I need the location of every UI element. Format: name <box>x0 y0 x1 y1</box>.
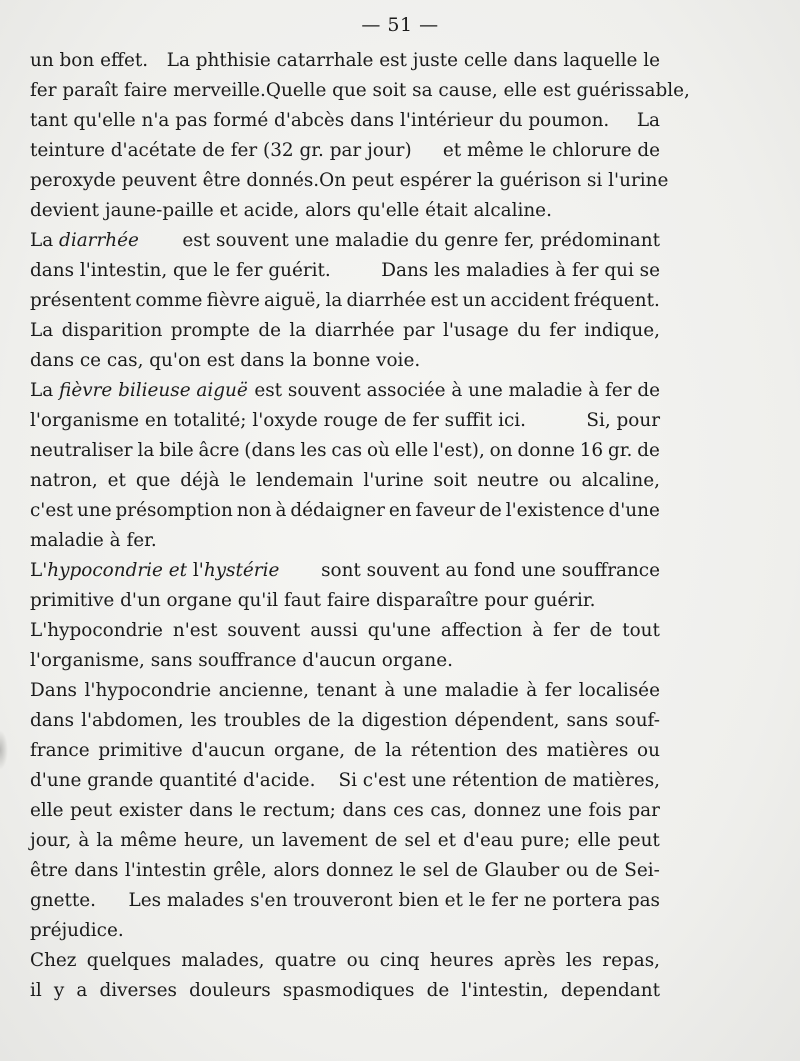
text-line: Dans l'hypocondrie ancienne, tenant à une maladie à fer localisée <box>30 680 660 701</box>
text-line: être dans l'intestin grêle, alors donnez le sel de Glauber ou de Sei- <box>30 860 660 881</box>
italic-term: diarrhée <box>59 230 139 251</box>
text-line: c'est une présomption non à dédaigner en faveur de l'existence d'une <box>30 500 660 521</box>
text-line: dans l'abdomen, les troubles de la digestion dépendent, sans souf- <box>30 710 660 731</box>
text-line: d'une grande quantité d'acide. Si c'est une rétention de matières, <box>30 770 660 791</box>
body-text <box>30 46 690 1006</box>
text-line: fer paraît faire merveille. Quelle que soit sa cause, elle est guérissable, <box>30 80 690 101</box>
text-line: l'organisme, sans souffrance d'aucun organe. <box>30 650 453 671</box>
text-line: il y a diverses douleurs spasmodiques de l'intestin, dependant <box>30 980 660 1001</box>
text-line: teinture d'acétate de fer (32 gr. par jour) et même le chlorure de <box>30 140 660 161</box>
text-line: elle peut exister dans le rectum; dans ces cas, donnez une fois par <box>30 800 660 821</box>
text-line: devient jaune-paille et acide, alors qu'elle était alcaline. <box>30 200 552 221</box>
text-line: peroxyde peuvent être donnés. On peut espérer la guérison si l'urine <box>30 170 669 191</box>
text-line: un bon effet. La phthisie catarrhale est juste celle dans laquelle le <box>30 50 660 71</box>
text-line: l'organisme en totalité; l'oxyde rouge de fer suffit ici. Si, pour <box>30 410 660 431</box>
text-line: préjudice. <box>30 920 124 941</box>
text-line: primitive d'un organe qu'il faut faire disparaître pour guérir. <box>30 590 596 611</box>
text-line: dans l'intestin, que le fer guérit. Dans les maladies à fer qui se <box>30 260 660 281</box>
text-line: natron, et que déjà le lendemain l'urine soit neutre ou alcaline, <box>30 470 660 491</box>
italic-term: fièvre bilieuse aiguë <box>59 380 248 401</box>
text-line: neutraliser la bile âcre (dans les cas où elle l'est), on donne 16 gr. de <box>30 440 660 461</box>
paragraph <box>30 946 660 1006</box>
text-line: dans ce cas, qu'on est dans la bonne voie. <box>30 350 421 371</box>
italic-term: hypocondrie et <box>47 560 188 581</box>
text-line: jour, à la même heure, un lavement de sel et d'eau pure; elle peut <box>30 830 660 851</box>
page-edge-stain <box>0 730 8 770</box>
text-line: La disparition prompte de la diarrhée par l'usage du fer indique, <box>30 320 660 341</box>
text-line: france primitive d'aucun organe, de la rétention des matières ou <box>30 740 660 761</box>
text-line: La fièvre bilieuse aiguë est souvent associée à une maladie à fer de <box>30 380 660 401</box>
paragraph-fievre <box>30 376 660 556</box>
text-line: Chez quelques malades, quatre ou cinq heures après les repas, <box>30 950 660 971</box>
paragraph-diarrhee <box>30 226 660 376</box>
italic-term: hystérie <box>203 560 280 581</box>
text-line: présentent comme fièvre aiguë, la diarrhée est un accident fréquent. <box>30 290 660 311</box>
text-line: L'hypocondrie et l'hystérie sont souvent au fond une souffrance <box>30 560 660 581</box>
text-line: La diarrhée est souvent une maladie du genre fer, prédominant <box>30 230 660 251</box>
text-line: tant qu'elle n'a pas formé d'abcès dans l'intérieur du poumon. La <box>30 110 660 131</box>
paragraph <box>30 616 660 676</box>
text-line: L'hypocondrie n'est souvent aussi qu'une affection à fer de tout <box>30 620 660 641</box>
paragraph <box>30 46 690 226</box>
paragraph <box>30 676 660 946</box>
text-line: gnette. Les malades s'en trouveront bien et le fer ne portera pas <box>30 890 660 911</box>
paragraph-hypocondrie <box>30 556 660 616</box>
page-number: — 51 — <box>361 14 439 36</box>
text-line: maladie à fer. <box>30 530 157 551</box>
